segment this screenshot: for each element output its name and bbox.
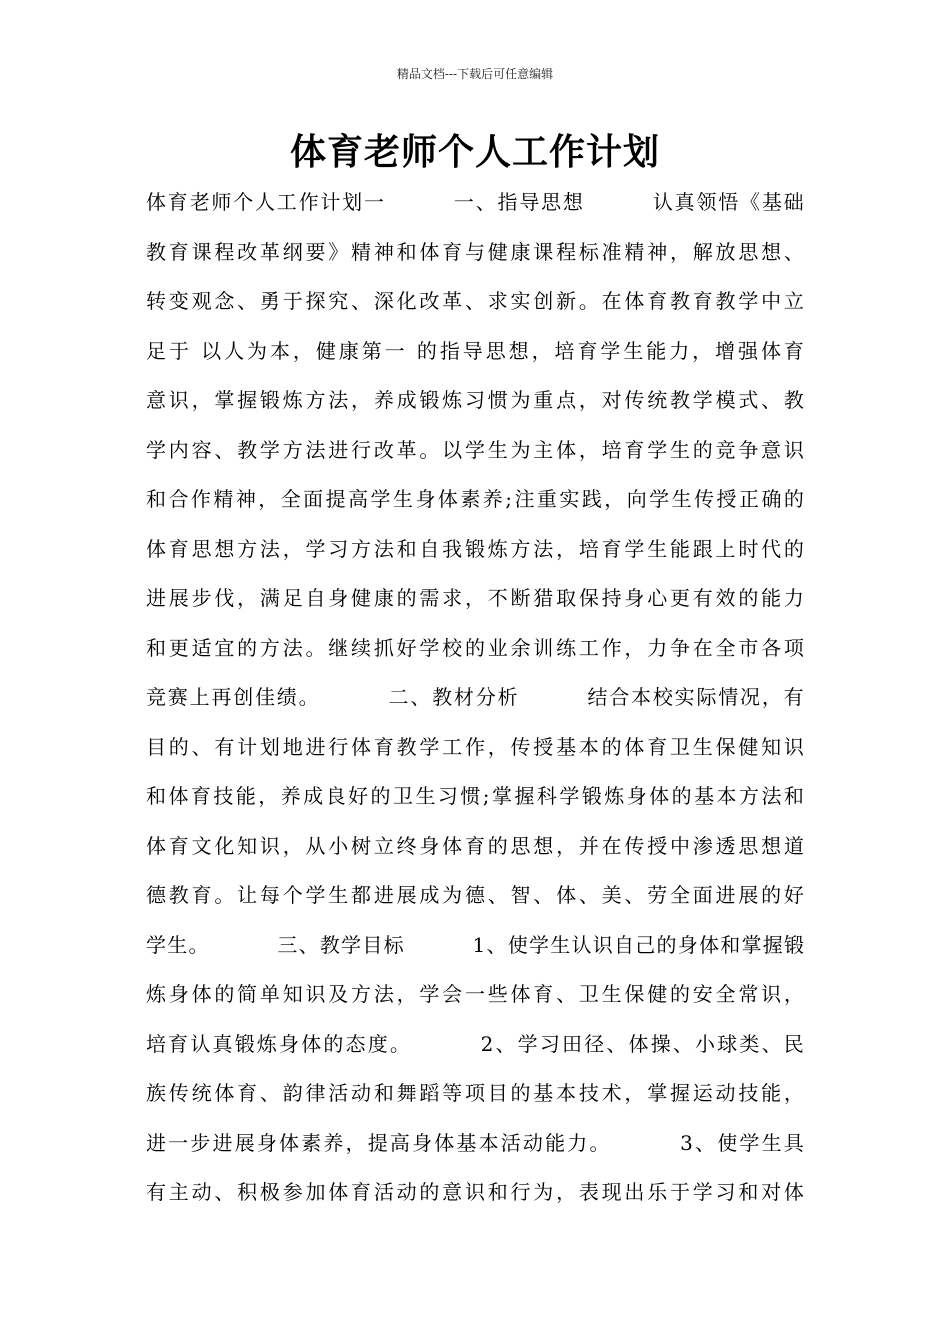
body-line: 体 育 老 师 个 人 工 作 计 划 一 一 、 指 导 思 想 认 真 领 悟 《 基 础 (146, 190, 804, 214)
body-line: 德 教 育 。 让 每 个 学 生 都 进 展 成 为 德 、 智 、 体 、 美 、 劳 全 面 进 展 的 好 (146, 883, 804, 907)
body-line: 有 主 动 、 积 极 参 加 体 育 活 动 的 意 识 和 行 为 ， 表 现 出 乐 于 学 习 和 对 体 (146, 1180, 804, 1204)
body-line: 学 内 容 、 教 学 方 法 进 行 改 革 。 以 学 生 为 主 体 ， 培 育 学 生 的 竞 争 意 识 (146, 437, 804, 462)
body-line: 足 于 以 人 为 本 ， 健 康 第 一 的 指 导 思 想 ， 培 育 学 生 能 力 ， 增 强 体 育 (146, 338, 804, 363)
body-line: 体 育 文 化 知 识 ， 从 小 树 立 终 身 体 育 的 思 想 ， 并 在 传 授 中 渗 透 思 想 道 (146, 833, 804, 858)
document-title: 体育老师个人工作计划 (289, 131, 660, 173)
body-line: 族 传 统 体 育 、 韵 律 活 动 和 舞 蹈 等 项 目 的 基 本 技 术 ， 掌 握 运 动 技 能 ， (146, 1081, 804, 1105)
body-line: 和 合 作 精 神 ， 全 面 提 高 学 生 身 体 素 养 ; 注 重 实 践 ， 向 学 生 传 授 正 确 的 (146, 487, 804, 511)
body-line: 进 一 步 进 展 身 体 素 养 ， 提 高 身 体 基 本 活 动 能 力 。 3 、 使 学 生 具 (146, 1130, 804, 1155)
body-line: 学 生 。 三 、 教 学 目 标 1 、 使 学 生 认 识 自 己 的 身 体 和 掌 握 锻 (146, 932, 804, 957)
body-line: 体 育 思 想 方 法 ， 学 习 方 法 和 自 我 锻 炼 方 法 ， 培 育 学 生 能 跟 上 时 代 的 (146, 536, 804, 561)
body-line: 竞 赛 上 再 创 佳 绩 。 二 、 教 材 分 析 结 合 本 校 实 际 情 况 ， 有 (146, 685, 804, 709)
body-line: 炼 身 体 的 简 单 知 识 及 方 法 ， 学 会 一 些 体 育 、 卫 生 保 健 的 安 全 常 识 ， (146, 982, 804, 1006)
body-line: 目 的 、 有 计 划 地 进 行 体 育 教 学 工 作 ， 传 授 基 本 的 体 育 卫 生 保 健 知 识 (146, 734, 804, 759)
body-line: 和 体 育 技 能 ， 养 成 良 好 的 卫 生 习 惯 ; 掌 握 科 学 锻 炼 身 体 的 基 本 方 法 和 (146, 784, 804, 808)
body-line: 意 识 ， 掌 握 锻 炼 方 法 ， 养 成 锻 炼 习 惯 为 重 点 ， 对 传 统 教 学 模 式 、 教 (146, 388, 804, 412)
body-line: 和 更 适 宜 的 方 法 。 继 续 抓 好 学 校 的 业 余 训 练 工 作 ， 力 争 在 全 市 各 项 (146, 635, 804, 660)
body-line: 教 育 课 程 改 革 纲 要 》 精 神 和 体 育 与 健 康 课 程 标 准 精 神 ， 解 放 思 想 、 (146, 239, 804, 264)
document-header-note: 精品文档---下载后可任意编辑 (396, 67, 554, 81)
body-line: 转 变 观 念 、 勇 于 探 究 、 深 化 改 革 、 求 实 创 新 。 在 体 育 教 育 教 学 中 立 (146, 289, 804, 313)
document-body (146, 178, 804, 1218)
body-line: 进 展 步 伐 ， 满 足 自 身 健 康 的 需 求 ， 不 断 猎 取 保 持 身 心 更 有 效 的 能 力 (146, 586, 804, 610)
body-line: 培 育 认 真 锻 炼 身 体 的 态 度 。 2 、 学 习 田 径 、 体 操 、 小 球 类 、 民 (146, 1031, 804, 1056)
